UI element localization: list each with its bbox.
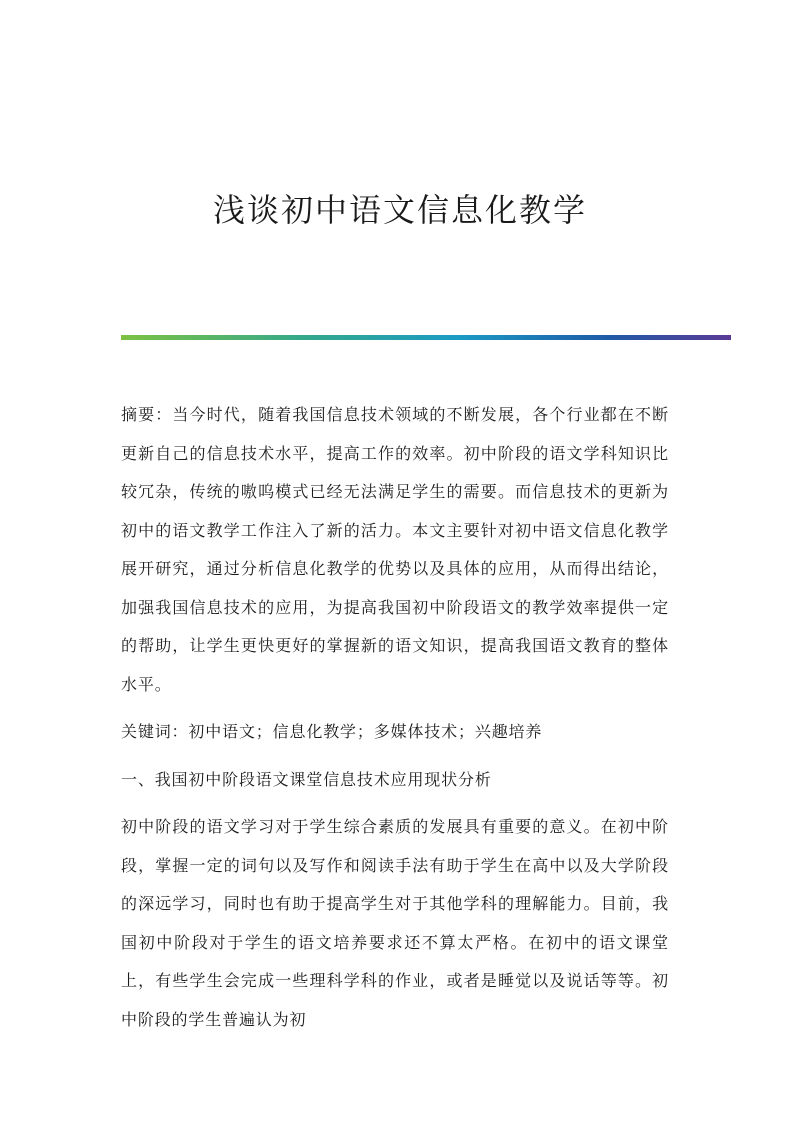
title-divider xyxy=(121,335,731,340)
abstract-paragraph: 摘要：当今时代，随着我国信息技术领域的不断发展，各个行业都在不断更新自己的信息技术水平，提高工作的效率。初中阶段的语文学科知识比较冗杂，传统的嗷呜模式已经无法满足学生的需要。而信息技术的更新为初中的语文教学工作注入了新的活力。本文主要针对初中语文信息化教学展开研究，通过分析信息化教学的优势以及具体的应用，从而得出结论，加强我国信息技术的应用，为提高我国初中阶段语文的教学效率提供一定的帮助，让学生更快更好的掌握新的语文知识，提高我国语文教育的整体水平。 xyxy=(121,405,669,694)
keywords-line: 关键词：初中语文；信息化教学；多媒体技术；兴趣培养 xyxy=(121,722,543,741)
section-heading: 一、我国初中阶段语文课堂信息技术应用现状分析 xyxy=(121,769,492,789)
document-body xyxy=(121,396,669,1039)
body-paragraph: 初中阶段的语文学习对于学生综合素质的发展具有重要的意义。在初中阶段，掌握一定的词句以及写作和阅读手法有助于学生在高中以及大学阶段的深远学习，同时也有助于提高学生对于其他学科的理解能力。目前，我国初中阶段对于学生的语文培养要求还不算太严格。在初中的语文课堂上，有些学生会完成一些理科学科的作业，或者是睡觉以及说话等等。初中阶段的学生普遍认为初 xyxy=(121,817,669,1029)
document-title: 浅谈初中语文信息化教学 xyxy=(212,191,587,229)
